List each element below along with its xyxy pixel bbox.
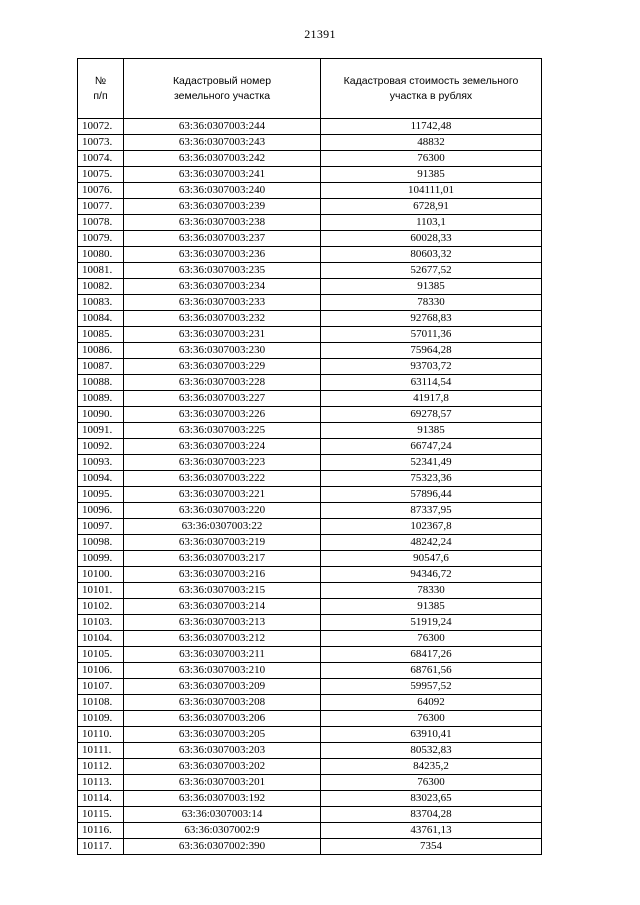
cadastral-value: 1103,1 [321,215,542,231]
cadastral-number: 63:36:0307003:221 [124,487,321,503]
table-row [78,631,542,647]
row-number: 10101. [78,583,124,599]
table-row [78,215,542,231]
cadastral-number: 63:36:0307003:240 [124,183,321,199]
cadastral-value: 66747,24 [321,439,542,455]
cadastral-value: 64092 [321,695,542,711]
row-number: 10078. [78,215,124,231]
table-row [78,327,542,343]
cadastral-number: 63:36:0307003:216 [124,567,321,583]
table-row [78,615,542,631]
cadastral-value: 78330 [321,583,542,599]
cadastral-value: 87337,95 [321,503,542,519]
row-number: 10079. [78,231,124,247]
row-number: 10086. [78,343,124,359]
row-number: 10099. [78,551,124,567]
cadastral-value: 94346,72 [321,567,542,583]
cadastral-value: 63114,54 [321,375,542,391]
row-number: 10117. [78,839,124,855]
table-row [78,583,542,599]
row-number: 10082. [78,279,124,295]
row-number: 10113. [78,775,124,791]
table-row [78,663,542,679]
row-number: 10088. [78,375,124,391]
cadastral-value: 57896,44 [321,487,542,503]
cadastral-number: 63:36:0307003:217 [124,551,321,567]
table-row [78,503,542,519]
cadastral-value: 76300 [321,151,542,167]
row-number: 10109. [78,711,124,727]
cadastral-value: 91385 [321,167,542,183]
row-number: 10114. [78,791,124,807]
cadastral-number: 63:36:0307003:232 [124,311,321,327]
table-row [78,423,542,439]
cadastral-number: 63:36:0307003:230 [124,343,321,359]
cadastral-value-table [77,58,542,855]
table-row [78,807,542,823]
table-row [78,359,542,375]
table-row [78,695,542,711]
row-number: 10094. [78,471,124,487]
cadastral-number: 63:36:0307002:9 [124,823,321,839]
cadastral-number: 63:36:0307003:212 [124,631,321,647]
cadastral-value: 102367,8 [321,519,542,535]
row-number: 10098. [78,535,124,551]
cadastral-number: 63:36:0307003:222 [124,471,321,487]
row-number: 10080. [78,247,124,263]
cadastral-number: 63:36:0307002:390 [124,839,321,855]
table-row [78,487,542,503]
cadastral-value: 69278,57 [321,407,542,423]
table-row [78,279,542,295]
cadastral-number: 63:36:0307003:226 [124,407,321,423]
table-row [78,791,542,807]
cadastral-value: 52677,52 [321,263,542,279]
table-row [78,471,542,487]
cadastral-number: 63:36:0307003:215 [124,583,321,599]
row-number: 10105. [78,647,124,663]
row-number: 10107. [78,679,124,695]
cadastral-value: 75964,28 [321,343,542,359]
table-row [78,727,542,743]
cadastral-number: 63:36:0307003:223 [124,455,321,471]
cadastral-value: 91385 [321,279,542,295]
cadastral-value: 80532,83 [321,743,542,759]
cadastral-number: 63:36:0307003:231 [124,327,321,343]
cadastral-value: 83704,28 [321,807,542,823]
table-row [78,759,542,775]
cadastral-number: 63:36:0307003:219 [124,535,321,551]
table-row [78,247,542,263]
table-row [78,823,542,839]
row-number: 10084. [78,311,124,327]
cadastral-value: 63910,41 [321,727,542,743]
table-row [78,775,542,791]
row-number: 10087. [78,359,124,375]
table-row [78,711,542,727]
cadastral-value: 91385 [321,423,542,439]
page-number: 21391 [304,27,336,41]
cadastral-value: 52341,49 [321,455,542,471]
cadastral-number: 63:36:0307003:233 [124,295,321,311]
row-number: 10081. [78,263,124,279]
cadastral-value: 78330 [321,295,542,311]
row-number: 10102. [78,599,124,615]
table-row [78,407,542,423]
cadastral-number: 63:36:0307003:210 [124,663,321,679]
cadastral-number: 63:36:0307003:206 [124,711,321,727]
cadastral-number: 63:36:0307003:214 [124,599,321,615]
table-row [78,839,542,855]
cadastral-number: 63:36:0307003:213 [124,615,321,631]
table-body [78,119,542,855]
table-row [78,343,542,359]
table-row [78,151,542,167]
table-row [78,375,542,391]
cadastral-number: 63:36:0307003:14 [124,807,321,823]
cadastral-number: 63:36:0307003:243 [124,135,321,151]
row-number: 10103. [78,615,124,631]
table-row [78,455,542,471]
row-number: 10083. [78,295,124,311]
cadastral-number: 63:36:0307003:236 [124,247,321,263]
cadastral-number: 63:36:0307003:192 [124,791,321,807]
table-row [78,295,542,311]
cadastral-value: 104111,01 [321,183,542,199]
row-number: 10116. [78,823,124,839]
table-row [78,599,542,615]
cadastral-value: 92768,83 [321,311,542,327]
cadastral-number: 63:36:0307003:203 [124,743,321,759]
cadastral-number: 63:36:0307003:201 [124,775,321,791]
table-row [78,263,542,279]
cadastral-number: 63:36:0307003:209 [124,679,321,695]
row-number: 10100. [78,567,124,583]
table-row [78,135,542,151]
cadastral-number: 63:36:0307003:237 [124,231,321,247]
row-number: 10097. [78,519,124,535]
cadastral-value: 48832 [321,135,542,151]
cadastral-value: 11742,48 [321,119,542,135]
cadastral-number: 63:36:0307003:205 [124,727,321,743]
table-row [78,119,542,135]
cadastral-number: 63:36:0307003:228 [124,375,321,391]
cadastral-value: 84235,2 [321,759,542,775]
cadastral-value: 6728,91 [321,199,542,215]
row-number: 10112. [78,759,124,775]
row-number: 10076. [78,183,124,199]
cadastral-value: 76300 [321,775,542,791]
table-header-row [78,59,542,119]
row-number: 10074. [78,151,124,167]
table-row [78,231,542,247]
table-row [78,183,542,199]
cadastral-value: 59957,52 [321,679,542,695]
row-number: 10093. [78,455,124,471]
table-row [78,391,542,407]
cadastral-value: 80603,32 [321,247,542,263]
header-cadastral-value: Кадастровая стоимость земельного участка в рублях [321,59,542,119]
cadastral-value: 76300 [321,711,542,727]
row-number: 10115. [78,807,124,823]
cadastral-value: 60028,33 [321,231,542,247]
cadastral-value: 41917,8 [321,391,542,407]
table-row [78,679,542,695]
cadastral-value: 51919,24 [321,615,542,631]
cadastral-value: 68417,26 [321,647,542,663]
cadastral-number: 63:36:0307003:239 [124,199,321,215]
header-number: № п/п [78,59,124,119]
row-number: 10089. [78,391,124,407]
table-row [78,647,542,663]
cadastral-number: 63:36:0307003:241 [124,167,321,183]
row-number: 10073. [78,135,124,151]
cadastral-number: 63:36:0307003:234 [124,279,321,295]
row-number: 10072. [78,119,124,135]
row-number: 10091. [78,423,124,439]
row-number: 10111. [78,743,124,759]
row-number: 10075. [78,167,124,183]
cadastral-value: 93703,72 [321,359,542,375]
cadastral-number: 63:36:0307003:229 [124,359,321,375]
cadastral-number: 63:36:0307003:235 [124,263,321,279]
table-row [78,311,542,327]
table-row [78,535,542,551]
cadastral-number: 63:36:0307003:225 [124,423,321,439]
cadastral-value: 43761,13 [321,823,542,839]
cadastral-value: 91385 [321,599,542,615]
cadastral-value: 83023,65 [321,791,542,807]
row-number: 10108. [78,695,124,711]
cadastral-value: 75323,36 [321,471,542,487]
table-row [78,519,542,535]
cadastral-number: 63:36:0307003:202 [124,759,321,775]
cadastral-number: 63:36:0307003:224 [124,439,321,455]
cadastral-value: 7354 [321,839,542,855]
row-number: 10095. [78,487,124,503]
cadastral-value: 48242,24 [321,535,542,551]
cadastral-number: 63:36:0307003:211 [124,647,321,663]
cadastral-number: 63:36:0307003:220 [124,503,321,519]
row-number: 10110. [78,727,124,743]
table-row [78,551,542,567]
row-number: 10077. [78,199,124,215]
table-row [78,567,542,583]
table-row [78,743,542,759]
cadastral-number: 63:36:0307003:208 [124,695,321,711]
cadastral-number: 63:36:0307003:242 [124,151,321,167]
row-number: 10092. [78,439,124,455]
row-number: 10096. [78,503,124,519]
table-row [78,167,542,183]
row-number: 10090. [78,407,124,423]
cadastral-number: 63:36:0307003:244 [124,119,321,135]
cadastral-number: 63:36:0307003:238 [124,215,321,231]
cadastral-value: 76300 [321,631,542,647]
cadastral-number: 63:36:0307003:22 [124,519,321,535]
cadastral-number: 63:36:0307003:227 [124,391,321,407]
cadastral-value: 57011,36 [321,327,542,343]
row-number: 10106. [78,663,124,679]
table-row [78,199,542,215]
cadastral-value: 90547,6 [321,551,542,567]
header-cadastral-number: Кадастровый номер земельного участка [124,59,321,119]
table-row [78,439,542,455]
cadastral-value: 68761,56 [321,663,542,679]
row-number: 10085. [78,327,124,343]
row-number: 10104. [78,631,124,647]
